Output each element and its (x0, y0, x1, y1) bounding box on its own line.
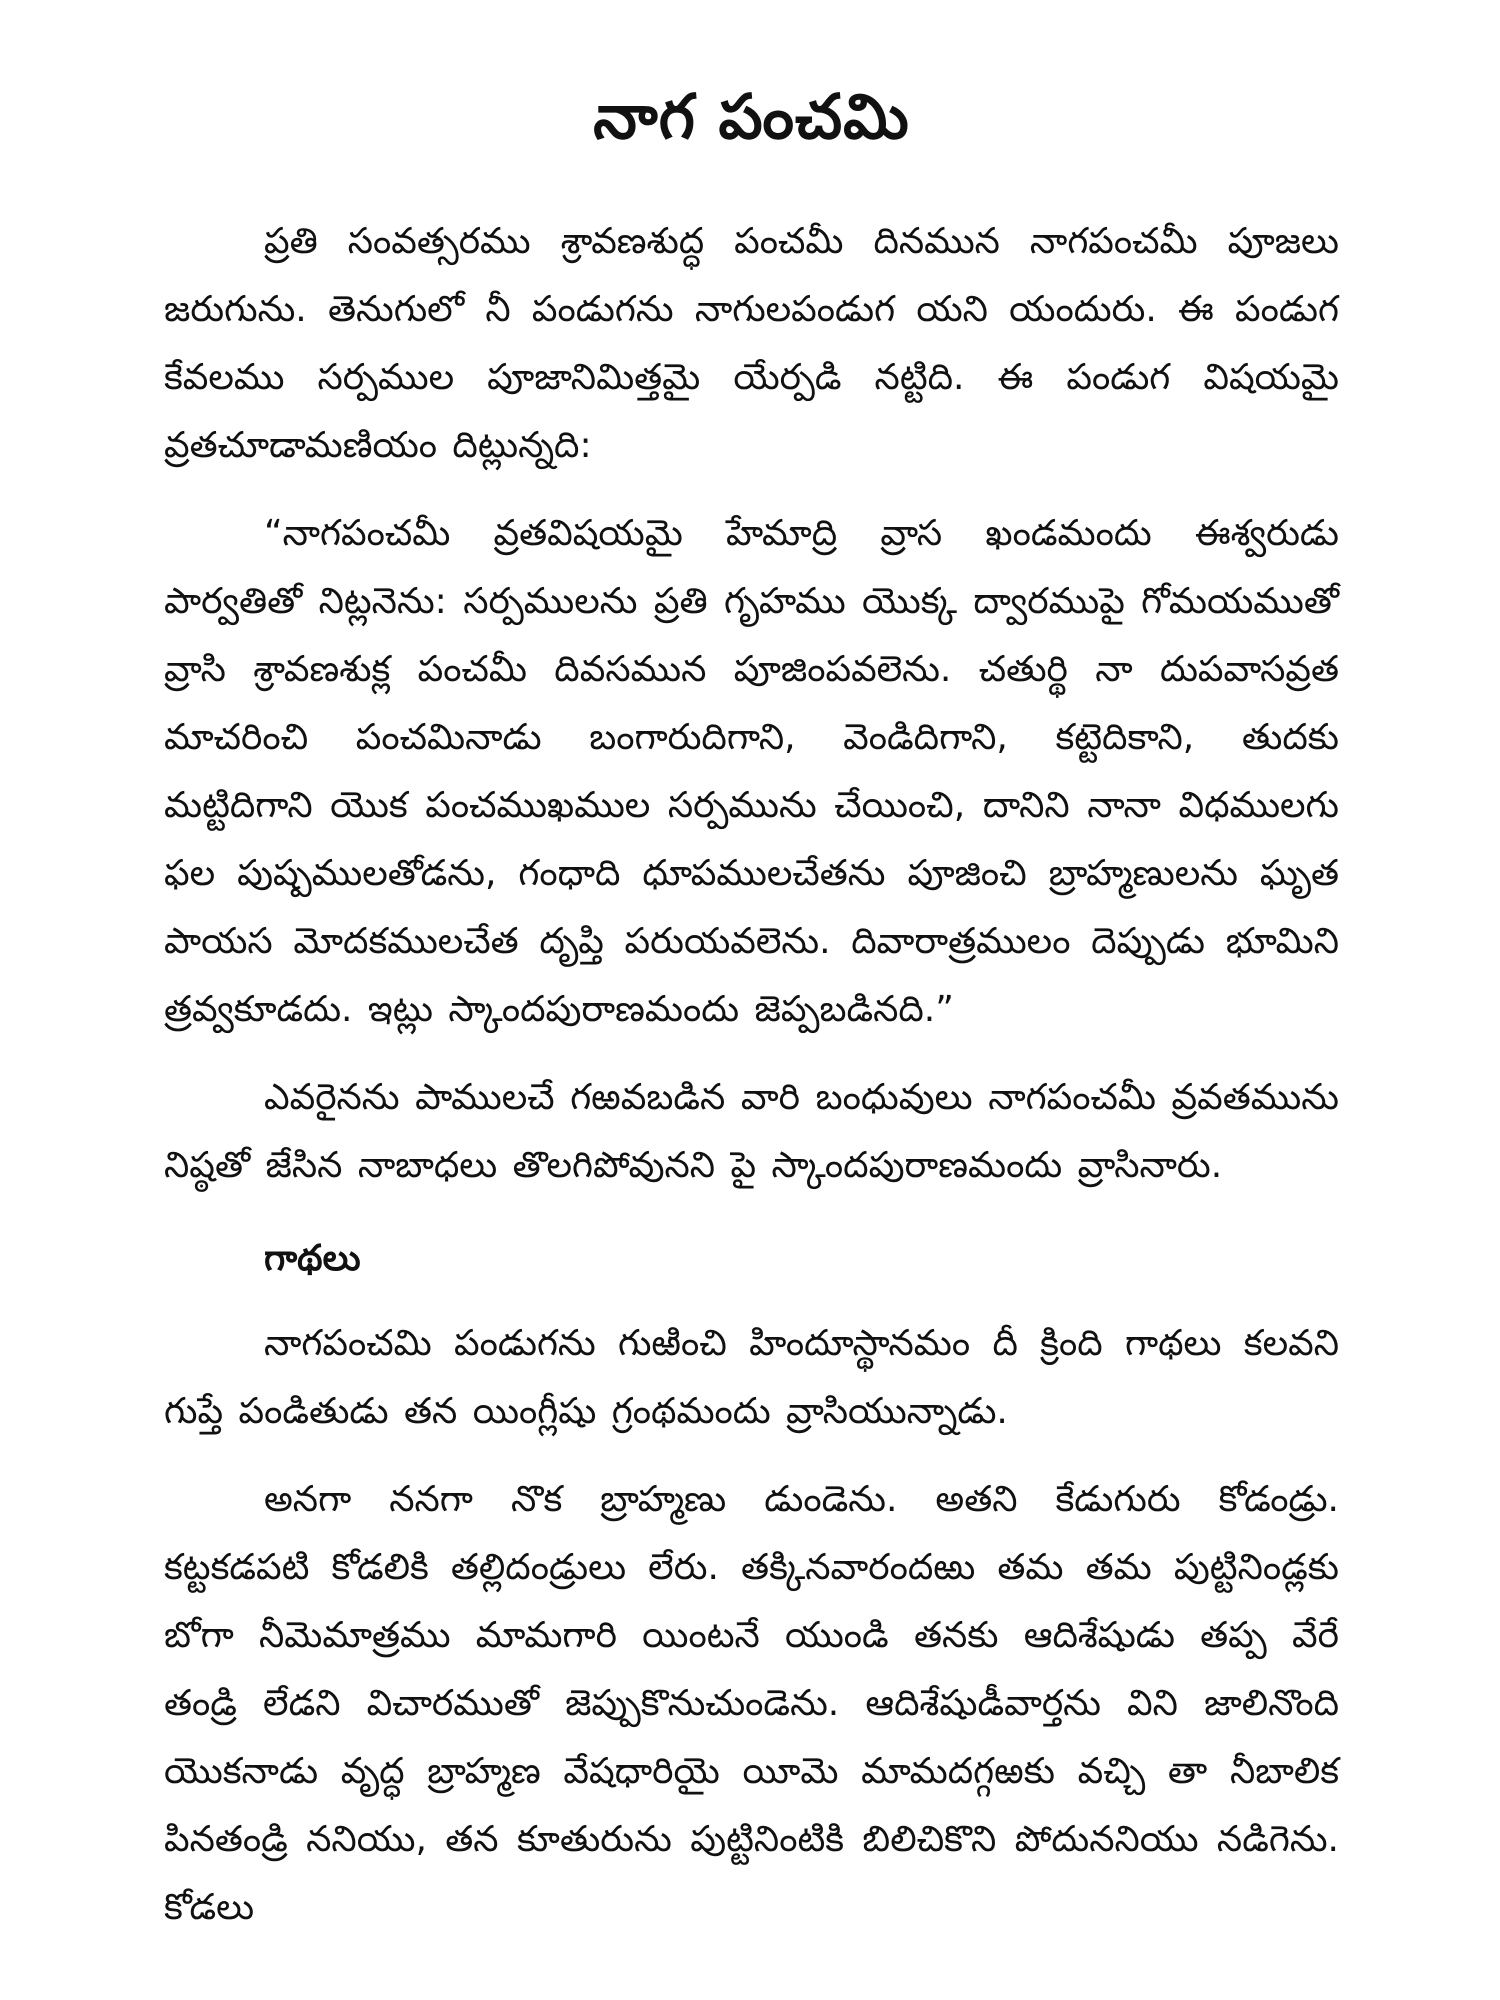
document-page (164, 80, 1339, 1962)
section-heading: గాథలు (264, 1238, 361, 1279)
paragraph-legend-story: అనగా ననగా నొక బ్రాహ్మణు డుండెను. అతని కేడుగురు కోడండ్రు. కట్టకడపటి కోడలికి తల్లిదండ్రులు లేరు. తక్కినవారందఱు తమ తమ పుట్టినిండ్లకు బోగా నీమెమాత్రము మామగారి యింటనే యుండి తనకు ఆదిశేషుడు తప్ప వేరే తండ్రి లేడని విచారముతో జెప్పుకొనుచుండెను. ఆదిశేషుడీవార్తను విని జాలినొంది యొకనాడు వృద్ధ బ్రాహ్మణ వేషధారియై యీమె మామదగ్గఱకు వచ్చి తా నీబాలిక పినతండ్రి ననియు, తన కూతురును పుట్టినింటికి బిలిచికొని పోదుననియు నడిగెను. కోడలు (164, 1479, 1339, 1928)
page-title: నాగ పంచమి (593, 80, 910, 153)
paragraph-legend-intro: నాగపంచమి పండుగను గుఱించి హిందూస్థానమం దీ క్రింది గాథలు కలవని గుప్తే పండితుడు తన యింగ్లీషు గ్రంథమందు వ్రాసియున్నాడు. (164, 1323, 1339, 1432)
paragraph-intro: ప్రతి సంవత్సరము శ్రావణశుద్ధ పంచమీ దినమున నాగపంచమీ పూజలు జరుగును. తెనుగులో నీ పండుగను నాగులపండుగ యని యందురు. ఈ పండుగ కేవలము సర్పముల పూజానిమిత్తమై యేర్పడి నట్టిది. ఈ పండుగ విషయమై వ్రతచూడామణియం దిట్లున్నది: (164, 221, 1339, 466)
paragraph-quote: “నాగపంచమీ వ్రతవిషయమై హేమాద్రి వ్రాస ఖండమందు ఈశ్వరుడు పార్వతితో నిట్లనెను: సర్పములను ప్రతి గృహము యొక్క ద్వారముపై గోమయముతో వ్రాసి శ్రావణశుక్ల పంచమీ దివసమున పూజింపవలెను. చతుర్థి నా దుపవాసవ్రత మాచరించి పంచమినాడు బంగారుదిగాని, వెండిదిగాని, కట్టెదికాని, తుదకు మట్టిదిగాని యొక పంచముఖముల సర్పమును చేయించి, దానిని నానా విధములగు ఫల పుష్పములతోడను, గంధాది ధూపములచేతను పూజించి బ్రాహ్మణులను ఘృత పాయస మోదకములచేత దృప్తి పరుయవలెను. దివారాత్రములం దెప్పుడు భూమిని త్రవ్వకూడదు. ఇట్లు స్కాందపురాణమందు జెప్పబడినది.” (164, 513, 1339, 1030)
paragraph-remedy: ఎవరైనను పాములచే గఱవబడిన వారి బంధువులు నాగపంచమీ వ్రవతమును నిష్ఠతో జేసిన నాబాధలు తొలగిపోవునని పై స్కాందపురాణమందు వ్రాసినారు. (164, 1077, 1339, 1186)
